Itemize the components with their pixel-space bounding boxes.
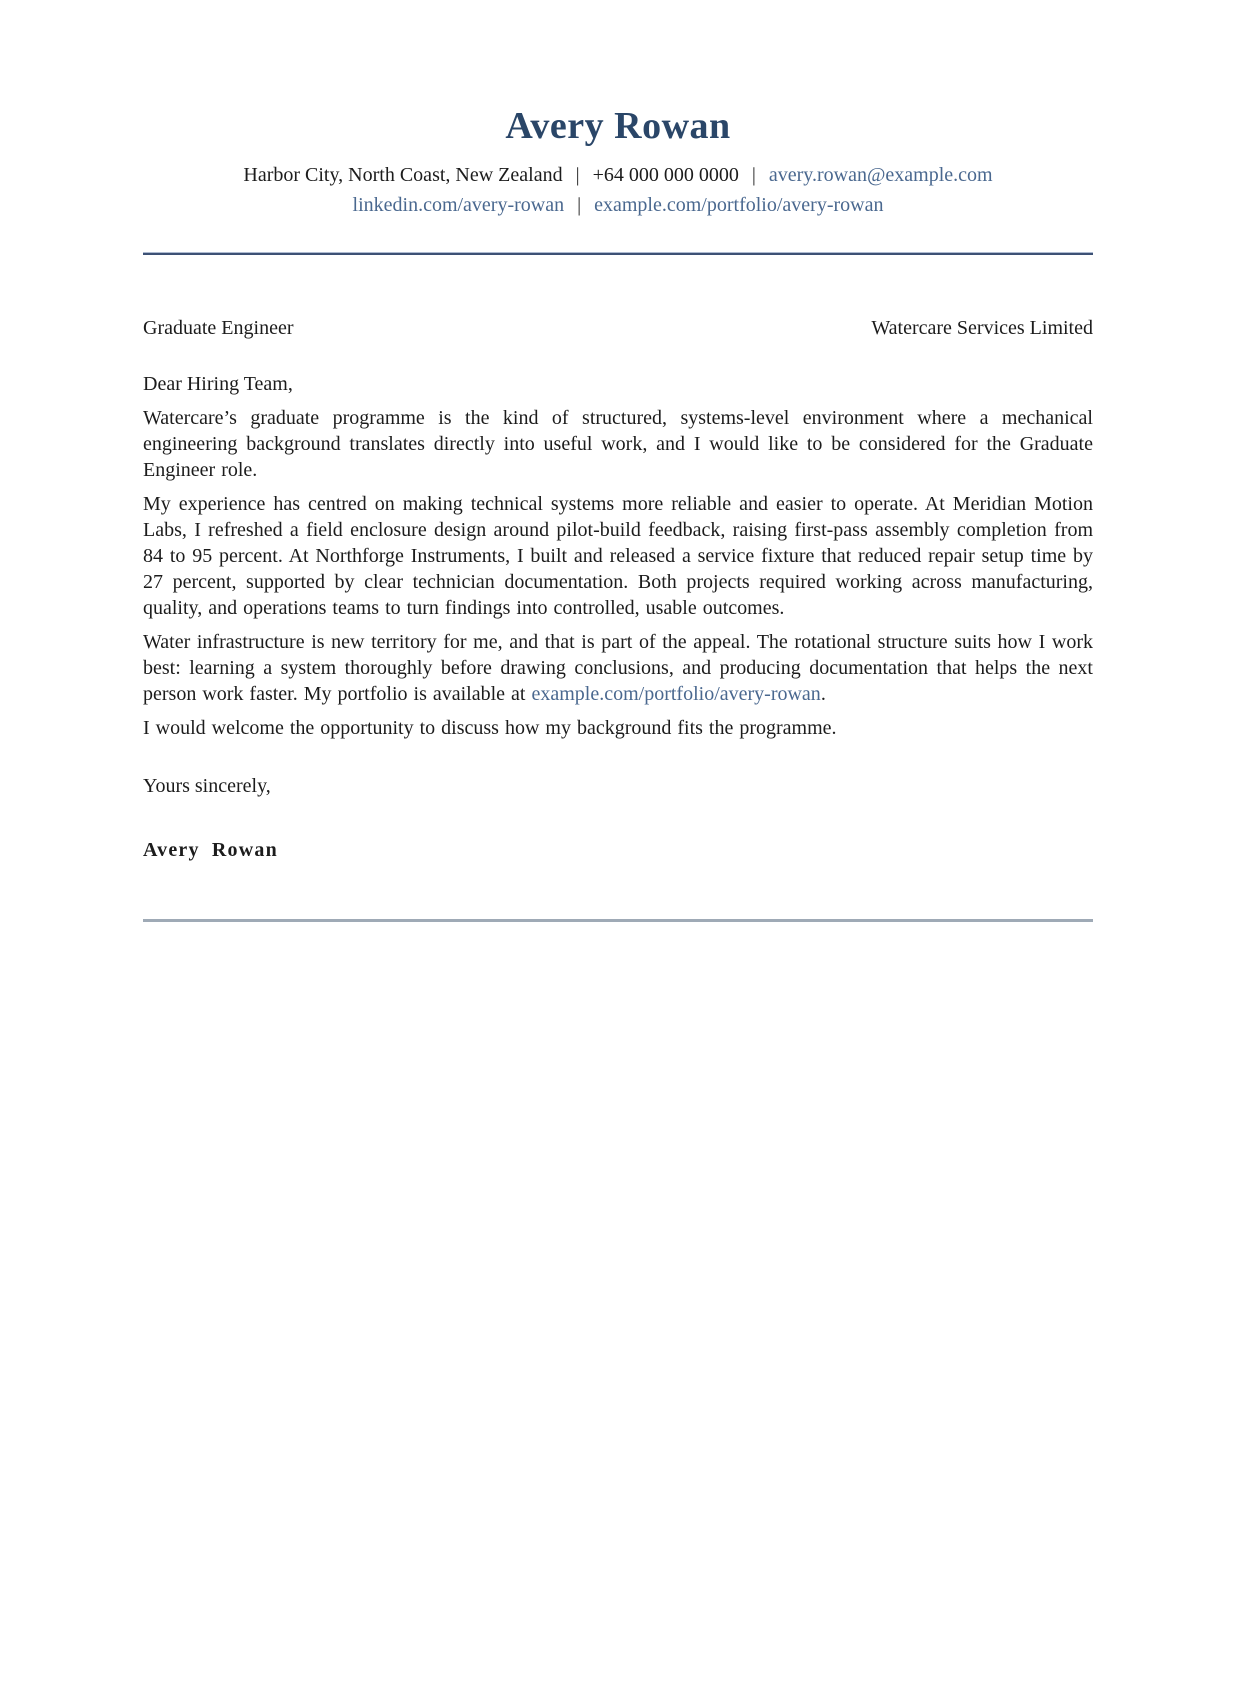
separator-bar: | (751, 164, 756, 186)
paragraph-2: My experience has centred on making technical systems more reliable and easier to operate. At Meridian Motion Labs, I refreshed a field enclosure design around pilot-build feedback, raising first-pass assembly completion from 84 to 95 percent. At Northforge Instruments, I built and released a service fixture that reduced repair setup time by 27 percent, supported by clear technician documentation. Both projects required working across manufacturing, quality, and operations teams to turn findings into controlled, usable outcomes. (143, 493, 1093, 619)
footer-divider (143, 919, 1093, 922)
letter-header (143, 104, 1093, 220)
cover-letter-page (0, 104, 1236, 1704)
portfolio-link[interactable]: example.com/portfolio/avery-rowan (594, 194, 884, 216)
separator-bar: | (575, 164, 580, 186)
contact-line-1 (143, 160, 1093, 190)
company-name: Watercare Services Limited (871, 317, 1093, 339)
paragraph-1: Watercare’s graduate programme is the kind of structured, systems-level environment where a mechanical engineering background translates directly into useful work, and I would like to be considered for the Graduate Engineer role. (143, 407, 1093, 481)
phone-text: +64 000 000 0000 (592, 164, 739, 186)
paragraph-4: I would welcome the opportunity to discuss how my background fits the programme. (143, 717, 837, 739)
header-divider (143, 252, 1093, 255)
contact-line-2 (143, 190, 1093, 220)
location-text: Harbor City, North Coast, New Zealand (243, 164, 563, 186)
applicant-name: Avery Rowan (505, 105, 731, 147)
separator-bar: | (577, 194, 582, 216)
signature-name: Avery Rowan (143, 839, 278, 861)
paragraph-3-text-before: Water infrastructure is new territory for me, and that is part of the appeal. The rotational structure suits how I work best: learning a system thoroughly before drawing conclusions, and producing documentation that helps the next person work faster. My portfolio is available at (143, 631, 1093, 705)
email-link[interactable]: avery.rowan@example.com (768, 164, 993, 186)
portfolio-inline-link[interactable]: example.com/portfolio/avery-rowan (531, 683, 821, 705)
target-role: Graduate Engineer (143, 317, 294, 339)
linkedin-link[interactable]: linkedin.com/avery-rowan (352, 194, 565, 216)
salutation: Dear Hiring Team, (143, 373, 293, 395)
paragraph-3 (143, 629, 1093, 707)
recipient-row (143, 315, 1093, 341)
letter-content (143, 104, 1093, 922)
paragraph-3-text-after: . (820, 683, 826, 705)
closing-phrase: Yours sincerely, (143, 775, 271, 797)
